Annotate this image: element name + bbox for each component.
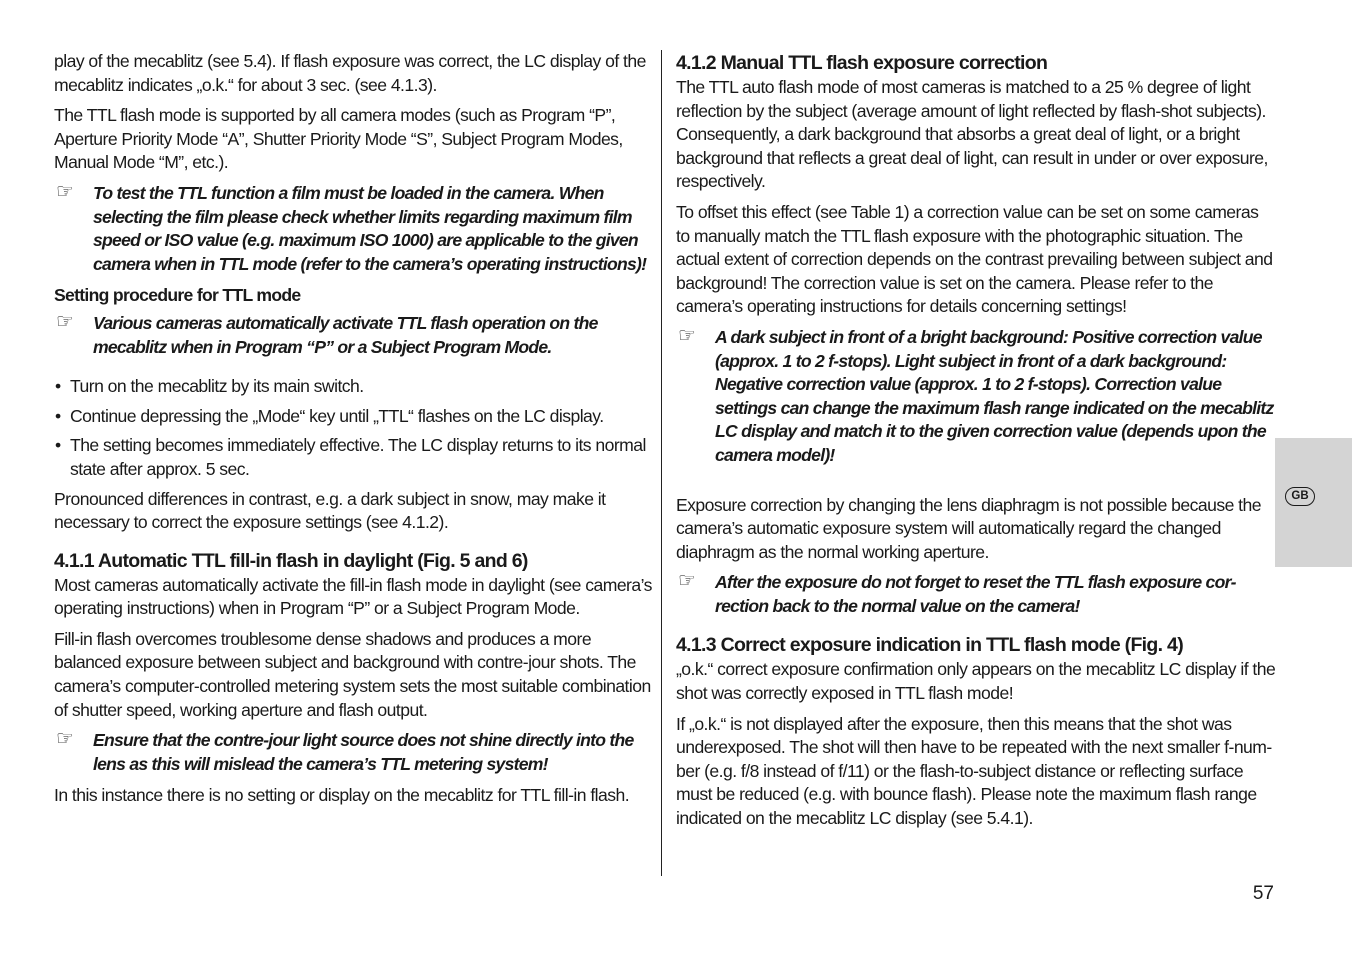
left-column: [54, 50, 654, 815]
setting-procedure-heading: Setting procedure for TTL mode: [54, 285, 301, 306]
section-4-1-3-paragraph-1: „o.k.“ correct exposure confirmation only appears on the mecablitz LC display if the shot was correctly exposed in TTL flash mode!: [676, 659, 1276, 704]
bullet-item: [54, 375, 654, 399]
note-text: Various cameras automatically activate TTL flash operation on the mecablitz when in Program “P” or a Subject Program Mode.: [93, 312, 598, 357]
section-4-1-2-paragraph-2: To offset this effect (see Table 1) a correction value can be set on some cameras to manually match the TTL flash exposure with the photographic situation. The actual extent of correction depends on the contrast prevailing between subject and background! The correction value is set on the camera. Please refer to the camera’s operating instructions for details concerning settings!: [676, 201, 1273, 317]
intro-paragraph-1: play of the mecablitz (see 5.4). If flash exposure was correct, the LC display of the mecablitz indicates „o.k.“ for about 3 sec. (see 4.1.3).: [54, 51, 646, 95]
note-dark-subject: [676, 326, 1276, 468]
section-4-1-3-paragraph-2: If „o.k.“ is not displayed after the exposure, then this means that the shot was underexposed. The shot will then have to be repeated with the next smaller f-number (e.g. f/8 instead of f/11) or the flash-to-subject distance or reflecting surface must be reduced (e.g. with bounce flash). Please note the maximum flash range indicated on the mecablitz LC display (see 5.4.1).: [676, 713, 1273, 829]
pointing-hand-icon: ☞: [56, 180, 74, 203]
section-4-1-3-title: 4.1.3 Correct exposure indication in TTL flash mode (Fig. 4): [676, 634, 1183, 657]
bullet-dot: •: [55, 405, 61, 426]
section-4-1-1-title: 4.1.1 Automatic TTL fill-in flash in daylight (Fig. 5 and 6): [54, 549, 528, 572]
bullet-dot: •: [55, 376, 61, 397]
column-divider: [661, 50, 662, 876]
section-4-1-1-paragraph-2: Fill-in flash overcomes troublesome dense shadows and produces a more balanced exposure between subject and background with contre-jour shots. The camera’s computer-controlled metering system sets the most suitable combination of shutter speed, working aperture and flash output.: [54, 628, 651, 720]
bullet-item: [54, 405, 654, 429]
note-text: A dark subject in front of a bright background: Positive correction value (approx. 1 to 2 f-stops). Light subject in front of a dark background: Negative correction value (approx. 1 to 2 f-stops). Correction value settings can change the maximum flash range indicated on the mecablitz LC display and match it to the given correction value (depends upon the camera model)!: [715, 326, 1274, 465]
note-text: After the exposure do not forget to reset the TTL flash exposure correction back to the normal value on the camera!: [715, 572, 1237, 616]
note-film-loaded: [54, 182, 654, 276]
note-reset-correction: [676, 571, 1276, 618]
bullet-text: The setting becomes immediately effective. The LC display returns to its normal state after approx. 5 sec.: [70, 435, 646, 479]
bullet-text: Continue depressing the „Mode“ key until „TTL“ flashes on the LC display.: [70, 405, 604, 426]
pointing-hand-icon: ☞: [678, 324, 696, 347]
contrast-paragraph: Pronounced differences in contrast, e.g. a dark subject in snow, may make it necessary to correct the exposure settings (see 4.1.2).: [54, 488, 606, 533]
pointing-hand-icon: ☞: [56, 310, 74, 333]
section-4-1-2-title: 4.1.2 Manual TTL flash exposure correction: [676, 52, 1048, 74]
note-program-mode: [54, 312, 654, 359]
note-text: Ensure that the contre-jour light source does not shine directly into the lens as this will mislead the camera’s TTL metering system!: [93, 730, 634, 774]
pointing-hand-icon: ☞: [56, 728, 74, 751]
bullet-dot: •: [55, 435, 61, 456]
pointing-hand-icon: ☞: [678, 570, 696, 593]
bullet-text: Turn on the mecablitz by its main switch.: [70, 376, 364, 397]
intro-paragraph-2: The TTL flash mode is supported by all camera modes (such as Program “P”, Aperture Priority Mode “A”, Shutter Priority Mode “S”, Subject Program Modes, Manual Mode “M”, etc.).: [54, 105, 623, 173]
note-text: To test the TTL function a film must be loaded in the camera. When selecting the film please check whether limits regarding maximum film speed or ISO value (e.g. maximum ISO 1000) are applicable to the given camera when in TTL mode (refer to the camera’s operating instructions)!: [93, 182, 647, 274]
section-4-1-1-paragraph-1: Most cameras automatically activate the fill-in flash mode in daylight (see camera’s operating instructions) when in Program “P” or a Subject Program Mode.: [54, 574, 652, 619]
note-contre-jour: [54, 729, 654, 776]
bullet-item: [54, 434, 654, 481]
language-badge: GB: [1285, 487, 1315, 506]
page-number: 57: [1252, 883, 1274, 904]
section-4-1-2-paragraph-3: Exposure correction by changing the lens diaphragm is not possible because the camera’s automatic exposure system will automatically regard the changed diaphragm as the normal working aperture.: [676, 494, 1261, 562]
section-4-1-2-paragraph-1: The TTL auto flash mode of most cameras is matched to a 25 % degree of light reflection by the subject (average amount of light reflected by flash-shot subjects). Consequently, a dark background that absorbs a great deal of light, or a bright background that reflects a great deal of light, can result in under or over exposure, respectively.: [676, 77, 1268, 192]
section-4-1-1-paragraph-3: In this instance there is no setting or display on the mecablitz for TTL fill-in flash.: [54, 785, 630, 806]
right-column: [676, 50, 1276, 838]
